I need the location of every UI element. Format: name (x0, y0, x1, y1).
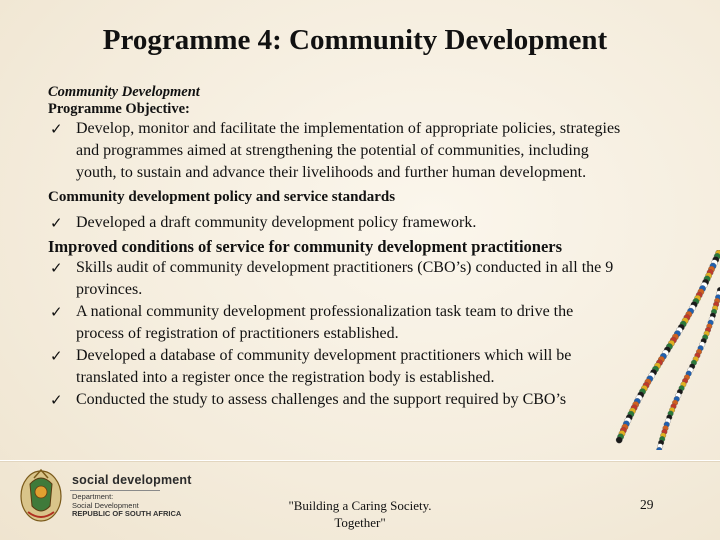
bullet-line: Developed a draft community development policy framework. (76, 214, 477, 231)
bullet-line: translated into a register once the registration body is established. (76, 369, 495, 386)
bullet-line: Skills audit of community development practitioners (CBO’s) conducted in all the 9 (76, 259, 614, 276)
heading-community-development: Community Development (48, 84, 200, 100)
motto-line: Together" (334, 515, 386, 530)
footer-motto (270, 497, 450, 531)
motto-line: "Building a Caring Society. (288, 498, 432, 513)
check-icon: ✓ (50, 391, 63, 409)
objective-line: and programmes aimed at strengthening the potential of communities, including (76, 142, 589, 159)
conditions-bullet (48, 301, 688, 345)
slide-title: Programme 4: Community Development (102, 24, 608, 56)
conditions-bullet (48, 345, 688, 389)
page-number: 29 (640, 497, 654, 512)
logo-wordmark: social development (72, 473, 192, 487)
check-icon: ✓ (50, 303, 63, 321)
logo-divider (70, 490, 160, 491)
conditions-bullet (48, 389, 688, 411)
check-icon: ✓ (50, 214, 63, 232)
bullet-line: Developed a database of community development practitioners which will be (76, 347, 572, 364)
bullet-line: Conducted the study to assess challenges and the support required by CBO’s (76, 391, 567, 408)
check-icon: ✓ (50, 347, 63, 365)
section-heading-conditions: Improved conditions of service for community development practitioners (48, 237, 563, 256)
heading-programme-objective: Programme Objective: (48, 101, 190, 117)
dept-name: Social Development (72, 500, 139, 510)
bullet-line: process of registration of practitioners established. (76, 325, 399, 342)
dept-label: Department: (72, 492, 114, 501)
objective-line: Develop, monitor and facilitate the implementation of appropriate policies, strategies (76, 120, 621, 137)
objective-line: youth, to sustain and advance their livelihoods and further human development. (76, 164, 587, 181)
conditions-bullet (48, 257, 688, 301)
footer-divider (0, 460, 720, 461)
check-icon: ✓ (50, 120, 63, 138)
section-heading-policy: Community development policy and service standards (48, 189, 396, 205)
objective-bullet (48, 118, 688, 184)
bullet-line: provinces. (76, 281, 143, 298)
dept-country: REPUBLIC OF SOUTH AFRICA (72, 509, 182, 518)
check-icon: ✓ (50, 259, 63, 277)
logo-department (72, 493, 181, 519)
slide-content (48, 84, 688, 411)
policy-bullet (48, 212, 688, 234)
bullet-line: A national community development professionalization task team to drive the (76, 303, 574, 320)
